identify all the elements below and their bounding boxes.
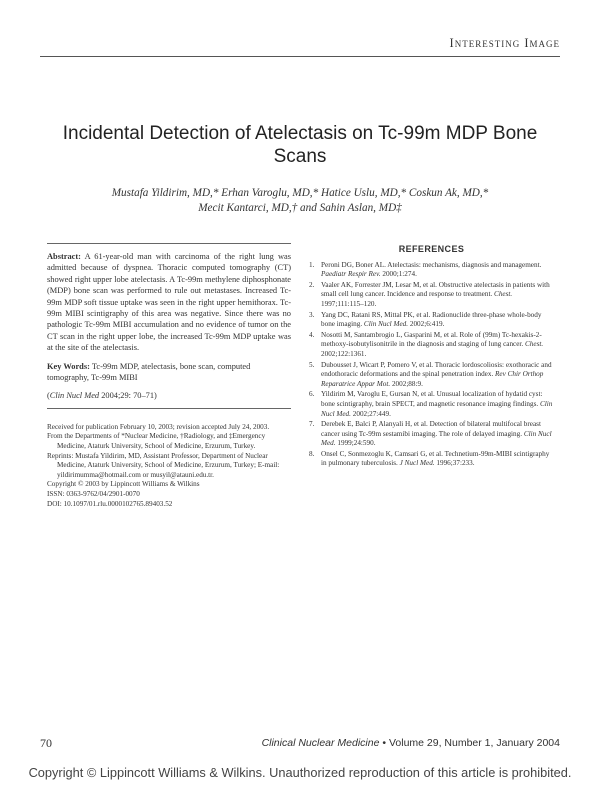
author-line-2: Mecit Kantarci, MD,† and Sahin Aslan, MD‡ [198,202,402,214]
reference-journal: Clin Nucl Med. [363,320,409,329]
copyright-line: Copyright © 2003 by Lippincott Williams & Wilkins [47,480,200,489]
reference-item [309,331,554,360]
author-line-1: Mustafa Yildirim, MD,* Erhan Varoglu, MD,* Hatice Uslu, MD,* Coskun Ak, MD,* [111,187,489,199]
reference-tail: 2002;88:9. [390,379,423,388]
references-heading: REFERENCES [398,244,465,254]
reference-number: 1. [309,260,315,269]
article-info [47,423,291,509]
page-number: 70 [40,736,52,750]
citation-journal: Clin Nucl Med [49,391,100,401]
issn: ISSN: 0363-9762/04/2901-0070 [47,490,140,499]
reference-number: 5. [309,360,315,369]
abstract-box [47,243,291,409]
reference-number: 6. [309,390,315,399]
reference-text: Yang DC, Ratani RS, Mittal PK, et al. Radionuclide three-phase whole-body bone imaging. [321,310,542,329]
section-label: Interesting Image [449,36,560,50]
footer-separator: • [379,737,389,749]
reference-tail: 1999;24:590. [335,439,376,448]
reference-text: Dubousset J, Wicart P, Pomero V, et al. Thoracic lordoscoliosis: exothoracic and endothoracic deformations and the spinal penetration index. [321,360,552,379]
reference-number: 8. [309,449,315,458]
abstract-body: A 61-year-old man with carcinoma of the right lung was admitted because of dyspnea. Thoracic computed tomography (CT) showed right upper lobe atelectasis. A Tc-99m methylene diphosphonate (MDP) bone scan was performed to rule out metastases. Increased Tc-99m MDP soft tissue uptake was seen in the right upper hemithorax. Tc-99m MIBI scintigraphy of this area was negative. Since there was no pathologic Tc-99m MIBI accumulation and no evidence of tumor on the CT scan in the right upper lobe, the increased Tc-99m MDP uptake was at the site of the atelectasis. [47,252,291,353]
reference-text: Derebek E, Balci P, Alanyali H, et al. Detection of bilateral multifocal breast cancer using Tc-99m sestamibi imaging. The role of delayed imaging. [321,420,541,438]
abstract-label: Abstract: [47,252,81,261]
doi: DOI: 10.1097/01.rlu.0000102765.89403.52 [47,499,173,508]
reference-tail: 1996;37:233. [434,459,475,468]
reference-journal: Chest. [494,290,513,299]
departments: From the Departments of *Nuclear Medicine, †Radiology, and ‡Emergency Medicine, Ataturk University, School of Medicine, Erzurum, Turkey. [47,432,266,451]
reprints: Reprints: Mustafa Yildirim, MD, Assistant Professor, Department of Nuclear Medicine, Ataturk University, School of Medicine, Erzurum, Turkey; E-mail: yildirimumma@hotmail.com or musyil@atauni.edu.tr. [47,451,280,479]
keywords-label: Key Words: [47,361,90,371]
reference-journal: Paediatr Respir Rev. [321,270,381,279]
references-list [309,261,554,469]
reference-item [309,281,554,310]
reference-text: Peroni DG, Boner AL. Atelectasis: mechanisms, diagnosis and management. [321,260,542,269]
citation [47,390,291,401]
reference-journal: Clin Nucl Med. [321,429,552,448]
journal-footer [262,737,560,749]
reference-item [309,390,554,419]
reference-number: 2. [309,280,315,289]
citation-open: ( [47,391,50,401]
journal-name: Clinical Nuclear Medicine [261,737,380,749]
citation-rest: 2004;29: 70–71) [99,391,157,401]
reference-item [309,311,554,330]
article-title: Incidental Detection of Atelectasis on Tc-99m MDP Bone Scans [62,123,538,167]
reference-journal: J Nucl Med. [399,459,435,468]
right-column [309,243,554,470]
reference-text: Nosotti M, Santambrogio L, Gasparini M, et al. Role of (99m) Tc-hexakis-2-methoxy-isobutylisonitrile in the diagnosis and staging of lung cancer. [321,330,542,349]
reference-item [309,420,554,449]
reference-text: Onsel C, Sonmezoglu K, Camsari G, et al. Technetium-99m-MIBI scintigraphy in pulmonary tuberculosis. [321,449,550,468]
reference-tail: 2002;6:419. [408,320,445,329]
received-dates: Received for publication February 10, 2003; revision accepted July 24, 2003. [47,422,270,431]
journal-issue: Volume 29, Number 1, January 2004 [388,737,560,749]
reference-number: 7. [309,420,315,429]
author-list [40,186,560,216]
reference-tail: 2002;27:449. [350,409,391,418]
keywords [47,361,291,384]
reference-item [309,361,554,390]
reference-tail: 2000;1:274. [380,270,417,279]
reference-text: Yildirim M, Varoglu E, Gursan N, et al. Unusual localization of hydatid cyst: bone scintigraphy, brain SPECT, and magnetic resonance imaging findings. [321,390,543,408]
reference-number: 4. [309,330,315,339]
left-column [47,243,291,509]
header-rule [40,56,560,57]
copyright-notice: Copyright © Lippincott Williams & Wilkins. Unauthorized reproduction of this article is prohibited. [28,765,572,780]
reference-tail: 2002;122:1361. [321,349,367,358]
reference-journal: Rev Chir Orthop Reparatrice Appar Mot. [321,370,544,388]
abstract [47,251,291,354]
reference-tail: 1997;111:115–120. [321,299,377,308]
reference-journal: Clin Nucl Med. [321,399,553,418]
reference-item [309,261,554,280]
reference-number: 3. [309,310,315,319]
reference-text: Vaaler AK, Forrester JM, Lesar M, et al. Obstructive atelectasis in patients with small cell lung cancer. Incidence and response to treatment. [321,280,550,299]
keywords-body: Tc-99m MDP, atelectasis, bone scan, computed tomography, Tc-99m MIBI [47,361,251,383]
reference-journal: Chest. [525,340,544,349]
reference-item [309,450,554,469]
